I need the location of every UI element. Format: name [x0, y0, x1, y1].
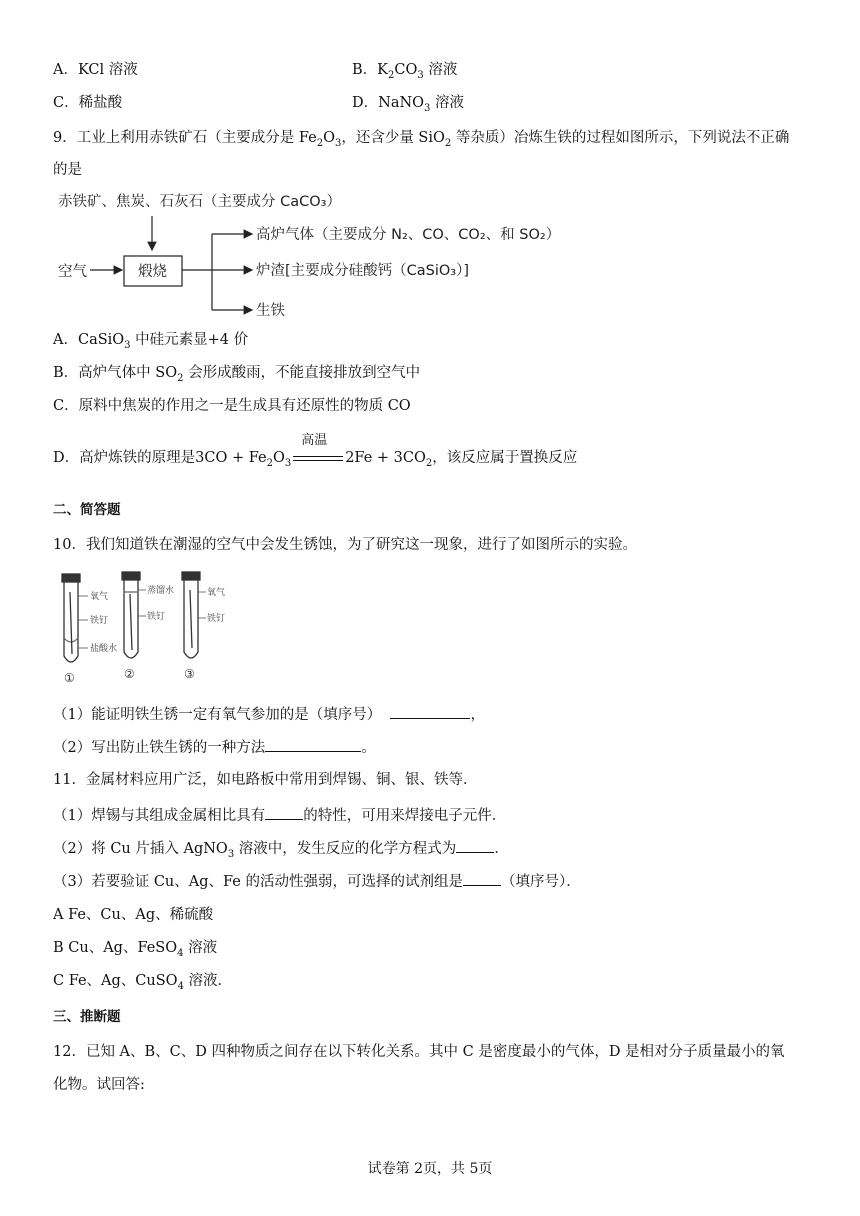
q8-option-a: A．KCl 溶液 — [53, 62, 138, 78]
q9-option-d: D．高炉炼铁的原理是$3CO + Fe_2O_3$ 高温 $2Fe + 3CO_2$，该反应属于置换反应 — [53, 433, 578, 469]
q11-option-a: A Fe、Cu、Ag、稀硫酸 — [53, 907, 214, 923]
q11-option-b: B Cu、Ag、FeSO$_4$ 溶液 — [53, 940, 218, 959]
q10-part2-blank[interactable] — [265, 737, 361, 752]
q9-option-c: C．原料中焦炭的作用之一是生成具有还原性的物质 CO — [53, 398, 411, 414]
section-short-answer-heading: 二、简答题 — [53, 502, 121, 518]
q11-part1-blank[interactable] — [265, 805, 303, 820]
q11-option-c: C Fe、Ag、CuSO$_4$ 溶液． — [53, 973, 233, 992]
tube2-number: ② — [124, 667, 135, 681]
tube1-number: ① — [64, 671, 75, 685]
q10-part2: （2）写出防止铁生锈的一种方法 。 — [53, 737, 376, 758]
q11-part2-blank[interactable] — [456, 838, 494, 853]
tube1-label-salt-water: 盐酸水 — [90, 644, 118, 654]
q9-stem-line2: 的是 — [53, 162, 82, 178]
diagram-process: 煅烧 — [138, 264, 167, 280]
q8-option-c: C．稀盐酸 — [53, 95, 123, 111]
tube1-label-oxygen: 氧气 — [90, 592, 109, 602]
diagram-out-gas: 高炉气体（主要成分 N₂、CO、CO₂、和 SO₂） — [256, 227, 561, 243]
q11-stem: 11．金属材料应用广泛，如电路板中常用到焊锡、铜、银、铁等． — [53, 772, 478, 788]
section-inference-heading: 三、推断题 — [53, 1009, 121, 1025]
tube3-label-nail: 铁钉 — [207, 614, 226, 624]
q10-part1: （1）能证明铁生锈一定有氧气参加的是（填序号） ， — [53, 704, 485, 725]
q11-part3: （3）若要验证 Cu、Ag、Fe 的活动性强弱，可选择的试剂组是 （填序号）． — [53, 871, 581, 892]
q9-equation: $3CO + Fe_2O_3$ 高温 $2Fe + 3CO_2$ — [195, 433, 433, 469]
q8-option-d: D．NaNO$_3$ 溶液 — [352, 95, 465, 114]
q9-stem-line1: 9．工业上利用赤铁矿石（主要成分是 $Fe_2O_3$，还含少量 SiO$_2$ 等杂质）冶炼生铁的过程如图所示，下列说法不正确 — [53, 130, 790, 149]
tube3-number: ③ — [184, 667, 195, 681]
tube2-label-water: 蒸馏水 — [147, 586, 175, 596]
diagram-out-iron: 生铁 — [256, 303, 285, 319]
q11-part2: （2）将 Cu 片插入 AgNO$_3$ 溶液中，发生反应的化学方程式为 ． — [53, 838, 509, 865]
diagram-inputs: 赤铁矿、焦炭、石灰石（主要成分 CaCO₃） — [58, 194, 341, 210]
q9-option-b: B．高炉气体中 $SO_2$ 会形成酸雨，不能直接排放到空气中 — [53, 365, 421, 384]
q11-part1: （1）焊锡与其组成金属相比具有 的特性，可用来焊接电子元件． — [53, 805, 506, 826]
tube3-label-oxygen: 氧气 — [207, 588, 226, 598]
q12-line1: 12．已知 A、B、C、D 四种物质之间存在以下转化关系。其中 C 是密度最小的气体，D 是相对分子质量最小的氧 — [53, 1044, 785, 1060]
diagram-out-slag: 炉渣[主要成分硅酸钙（CaSiO₃）] — [256, 263, 470, 279]
q9-flow-diagram — [52, 186, 592, 324]
q11-part3-blank[interactable] — [463, 871, 501, 886]
page-footer: 试卷第 2页，共 5页 — [367, 1161, 493, 1177]
diagram-air: 空气 — [58, 264, 87, 280]
q10-test-tubes-figure — [52, 568, 252, 686]
tube2-label-nail: 铁钉 — [147, 612, 166, 622]
q10-part1-blank[interactable] — [390, 704, 470, 719]
q12-line2: 化物。试回答: — [53, 1077, 145, 1093]
tube1-label-nail: 铁钉 — [90, 616, 109, 626]
q8-option-b: B．$K_2CO_3$ 溶液 — [352, 62, 458, 81]
reaction-condition: 高温 — [301, 433, 328, 448]
q10-stem: 10．我们知道铁在潮湿的空气中会发生锈蚀，为了研究这一现象，进行了如图所示的实验。 — [53, 537, 637, 553]
q9-option-a: A．CaSiO$_3$ 中硅元素显+4 价 — [53, 332, 249, 351]
